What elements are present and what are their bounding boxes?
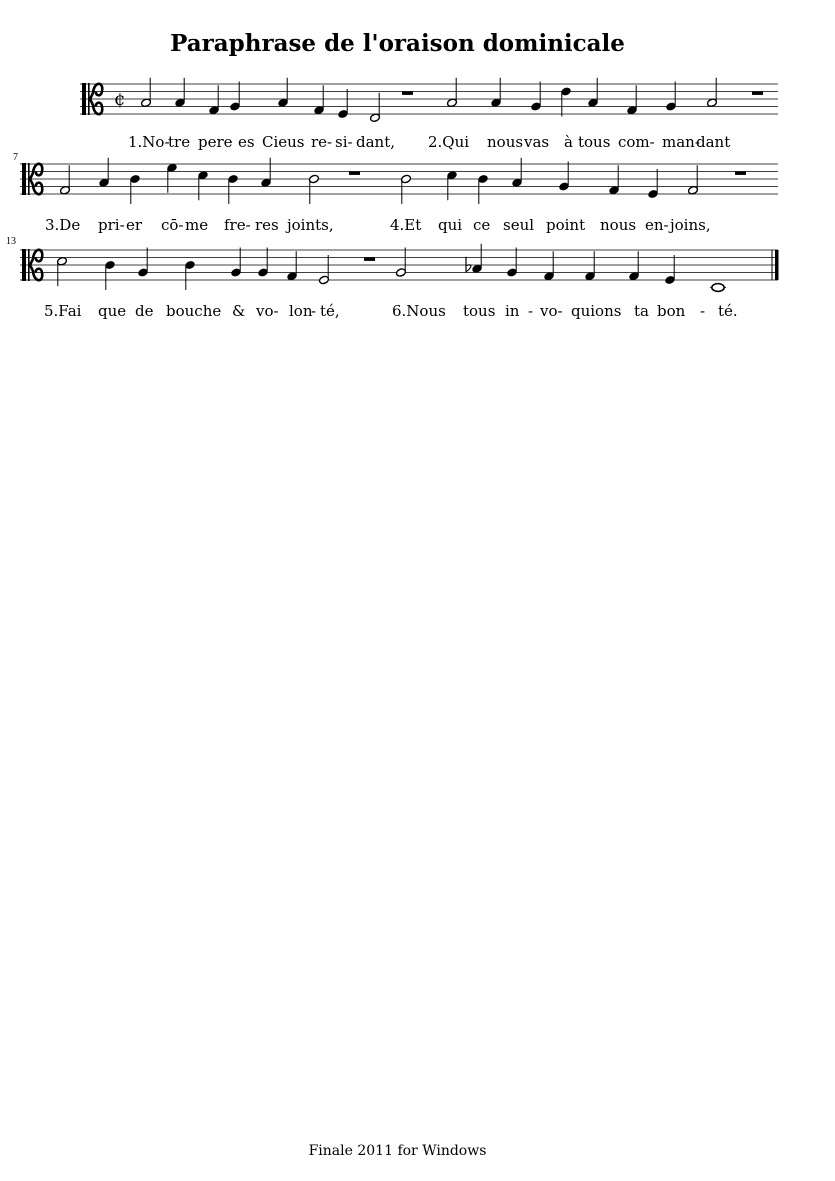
half-rest [402,91,413,95]
staff-1 [0,70,835,130]
lyric-syllable: 4.Et [390,216,422,234]
quarter-note [174,78,185,108]
lyric-syllable: lon [289,302,313,320]
lyric-syllable: Cieus [262,133,305,151]
lyric-syllable: nous [487,133,524,151]
final-barline [775,250,779,280]
quarter-note [628,251,639,281]
quarter-note [665,82,676,112]
quarter-note [543,251,554,281]
lyric-syllable: dant, [356,133,396,151]
measure-number: 7 [13,152,18,163]
quarter-note [137,248,148,278]
quarter-note [184,260,195,290]
quarter-note [260,158,271,188]
half-note [395,248,406,278]
quarter-note [558,162,569,192]
lyric-syllable: vo- [256,302,279,320]
quarter-note [506,248,517,278]
quarter-note [208,85,219,115]
half-note [706,78,717,108]
quarter-note [490,78,501,108]
quarter-note [227,174,238,204]
lyric-syllable: - [311,302,317,320]
lyric-syllable: tous [578,133,611,151]
lyric-syllable: es [238,133,255,151]
lyric-syllable: ce [473,216,491,234]
lyric-syllable: - [700,302,706,320]
half-rest [752,91,763,95]
lyric-syllable: joints, [287,216,334,234]
lyric-syllable: re- [311,133,333,151]
lyric-syllable: pri- [98,216,125,234]
lyric-syllable: 2.Qui [428,133,470,151]
measure-number: 13 [6,236,16,247]
lyric-syllable: à [564,133,573,151]
lyric-syllable: in [505,302,520,320]
half-note [59,165,70,195]
lyric-syllable: - [528,302,534,320]
quarter-note [337,89,348,119]
time-signature: ¢ [114,89,126,110]
lyric-syllable: quions [571,302,622,320]
quarter-note [197,170,208,200]
lyric-syllable: si- [335,133,353,151]
lyrics-line-2 [0,216,835,236]
lyric-syllable: vo- [540,302,563,320]
lyric-syllable: 5.Fai [44,302,82,320]
lyric-syllable: 6.Nous [392,302,446,320]
lyric-syllable: ta [634,302,649,320]
lyric-syllable: vas [524,133,550,151]
quarter-note [608,165,619,195]
lyric-syllable: té. [718,302,738,320]
quarter-note [446,170,457,200]
half-note [140,78,151,108]
lyric-syllable: té, [320,302,340,320]
flat-icon [466,257,471,272]
half-note [446,78,457,108]
staff-3 [0,236,835,296]
whole-note [710,284,726,292]
half-rest [349,171,360,175]
lyric-syllable: nous [600,216,637,234]
footer-credit: Finale 2011 for Windows [308,1143,487,1159]
lyric-syllable: cō- [161,216,184,234]
quarter-note [477,174,488,204]
lyric-syllable: dant [696,133,731,151]
lyric-syllable: tre [168,133,191,151]
quarter-note [587,78,598,108]
lyric-syllable: man- [662,133,700,151]
quarter-note [277,78,288,108]
half-note [400,174,411,204]
quarter-note [664,255,675,285]
lyric-syllable: me [185,216,209,234]
quarter-note [626,85,637,115]
lyric-syllable: bon [657,302,686,320]
quarter-note [313,85,324,115]
quarter-note [584,251,595,281]
lyric-syllable: bouche [166,302,222,320]
lyric-syllable: de [135,302,154,320]
lyric-syllable: res [255,216,279,234]
lyric-syllable: point [546,216,586,234]
half-note [318,255,329,285]
quarter-note [647,169,658,199]
quarter-note [471,244,482,274]
quarter-note [229,82,240,112]
lyric-syllable: pere [198,133,233,151]
half-note [369,93,380,123]
lyric-syllable: qui [438,216,463,234]
half-note [56,256,67,286]
piece-title: Paraphrase de l'oraison dominicale [170,30,625,57]
lyric-syllable: joins, [670,216,711,234]
lyric-syllable: seul [503,216,535,234]
quarter-note [166,163,177,193]
lyric-syllable: er [126,216,143,234]
lyric-syllable: 3.De [45,216,81,234]
half-note [687,165,698,195]
half-rest [735,171,746,175]
lyric-syllable: com- [618,133,655,151]
quarter-note [286,251,297,281]
staff-2 [0,150,835,210]
lyric-syllable: tous [463,302,496,320]
quarter-note [511,158,522,188]
half-rest [364,257,375,261]
half-note [308,174,319,204]
quarter-note [129,174,140,204]
quarter-note [257,248,268,278]
quarter-note [104,260,115,290]
lyric-syllable: & [232,302,246,320]
quarter-note [560,87,571,117]
lyric-syllable: 1.No- [128,133,170,151]
quarter-note [230,248,241,278]
lyric-syllable: que [98,302,127,320]
lyric-syllable: fre- [224,216,251,234]
lyrics-line-3 [0,302,835,322]
quarter-note [98,158,109,188]
lyric-syllable: en- [645,216,669,234]
quarter-note [530,82,541,112]
